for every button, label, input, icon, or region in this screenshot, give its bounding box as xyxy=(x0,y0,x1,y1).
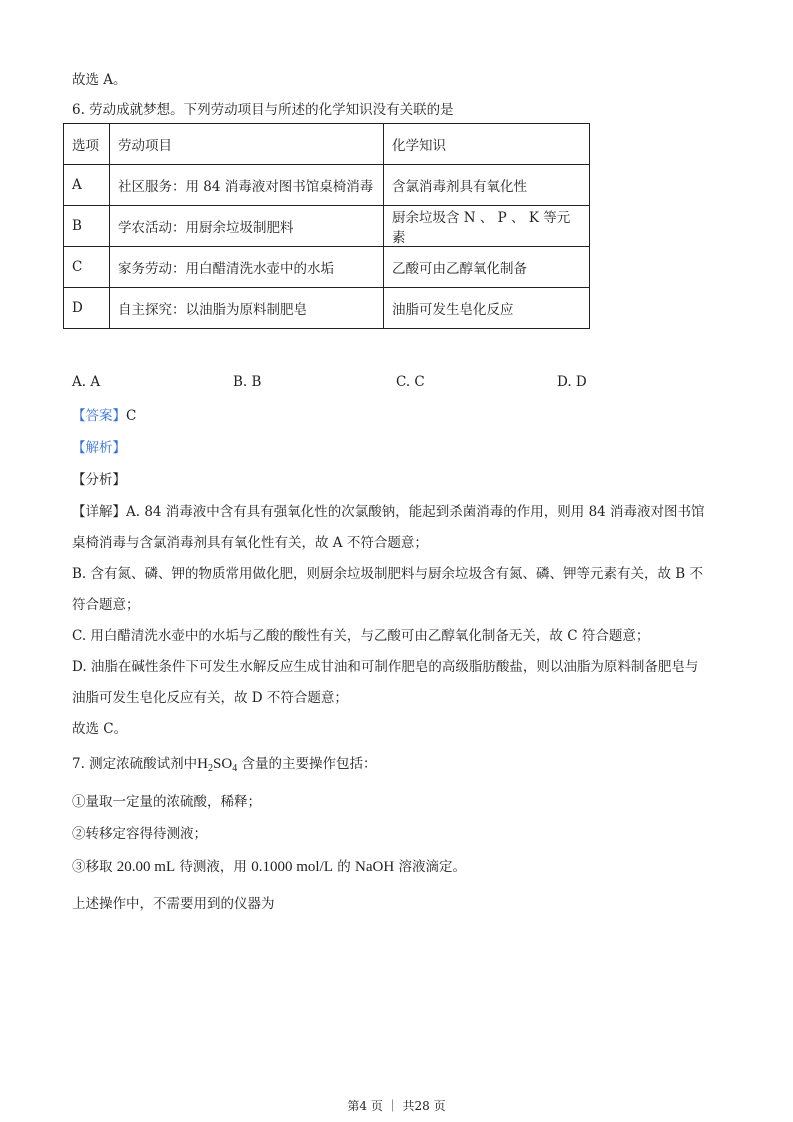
prev-answer-line: 故选 A。 xyxy=(72,72,127,88)
answer-line xyxy=(72,404,136,424)
analysis-label: 【解析】 xyxy=(72,440,126,456)
detail-line: D. 油脂在碱性条件下可发生水解反应生成甘油和可制作肥皂的高级脂肪酸盐，则以油脂为原料制备肥皂与 xyxy=(72,659,699,675)
step-1: ①量取一定量的浓硫酸，稀释； xyxy=(72,794,261,810)
table-cell: 家务劳动：用白醋清洗水壶中的水垢 xyxy=(110,247,384,288)
table-row xyxy=(64,165,590,206)
step3-text: ③移取 xyxy=(72,859,117,875)
question-7-stem xyxy=(72,752,377,774)
header-labor-item: 劳动项目 xyxy=(110,124,384,165)
table-row xyxy=(64,206,590,247)
question-6-stem: 6. 劳动成就梦想。下列劳动项目与所述的化学知识没有关联的是 xyxy=(72,102,454,118)
table-cell: 社区服务：用 84 消毒液对图书馆桌椅消毒 xyxy=(110,165,384,206)
table-header-row xyxy=(64,124,590,165)
step3-text: 待测液，用 xyxy=(175,859,252,875)
step3-concentration: 0.1000 mol/L xyxy=(251,859,333,875)
step3-volume: 20.00 mL xyxy=(116,859,176,875)
question-7-final: 上述操作中，不需要用到的仪器为 xyxy=(72,896,275,912)
header-option: 选项 xyxy=(64,124,110,165)
table-cell: A xyxy=(64,165,110,206)
answer-label: 【答案】 xyxy=(72,408,126,424)
formula-so: SO xyxy=(213,756,233,772)
table-row xyxy=(64,288,590,329)
header-chem-knowledge: 化学知识 xyxy=(384,124,590,165)
choice-a: A. A xyxy=(72,374,101,390)
question-6-choices xyxy=(0,374,793,392)
question-6-table xyxy=(63,123,590,329)
stem-prefix: 7. 测定浓硫酸试剂中 xyxy=(72,756,198,772)
answer-value: C xyxy=(126,408,137,424)
detail-line: 油脂可发生皂化反应有关，故 D 不符合题意； xyxy=(72,690,348,706)
table-cell: D xyxy=(64,288,110,329)
stem-suffix: 含量的主要操作包括： xyxy=(237,756,377,772)
choice-d: D. D xyxy=(557,374,587,390)
formula-h: H xyxy=(197,756,209,772)
detail-line: B. 含有氮、磷、钾的物质常用做化肥，则厨余垃圾制肥料与厨余垃圾含有氮、磷、钾等元素有关，故 B 不 xyxy=(72,566,704,582)
page-footer: 第4 页 ｜ 共28 页 xyxy=(347,1099,446,1113)
table-cell: B xyxy=(64,206,110,247)
table-cell: 油脂可发生皂化反应 xyxy=(384,288,590,329)
detail-line: 符合题意； xyxy=(72,597,140,613)
detail-line: 故选 C。 xyxy=(72,721,128,737)
formula-sub-2: 2 xyxy=(208,763,214,774)
choice-b: B. B xyxy=(233,374,262,390)
detail-line: 桌椅消毒与含氯消毒剂具有氧化性有关，故 A 不符合题意； xyxy=(72,535,428,551)
h2so4-formula xyxy=(197,756,237,772)
step3-text: 的 xyxy=(332,859,355,875)
table-cell: C xyxy=(64,247,110,288)
table-cell: 自主探究：以油脂为原料制肥皂 xyxy=(110,288,384,329)
step-3 xyxy=(72,855,466,876)
table-cell: 学农活动：用厨余垃圾制肥料 xyxy=(110,206,384,247)
step3-naoh: NaOH xyxy=(355,859,395,875)
step3-text: 溶液滴定。 xyxy=(394,859,466,875)
detail-line: 【详解】A. 84 消毒液中含有具有强氧化性的次氯酸钠，能起到杀菌消毒的作用，则用 84 消毒液对图书馆 xyxy=(72,504,705,520)
formula-sub-4: 4 xyxy=(232,763,238,774)
step-2: ②转移定容得待测液； xyxy=(72,826,207,842)
table-row xyxy=(64,247,590,288)
table-cell: 乙酸可由乙醇氧化制备 xyxy=(384,247,590,288)
fenxi-label: 【分析】 xyxy=(72,472,126,488)
table-cell: 厨余垃圾含 N 、 P 、 K 等元素 xyxy=(384,206,590,247)
detail-line: C. 用白醋清洗水壶中的水垢与乙酸的酸性有关，与乙酸可由乙醇氧化制备无关，故 C 符合题意； xyxy=(72,628,650,644)
choice-c: C. C xyxy=(396,374,425,390)
table-cell: 含氯消毒剂具有氧化性 xyxy=(384,165,590,206)
